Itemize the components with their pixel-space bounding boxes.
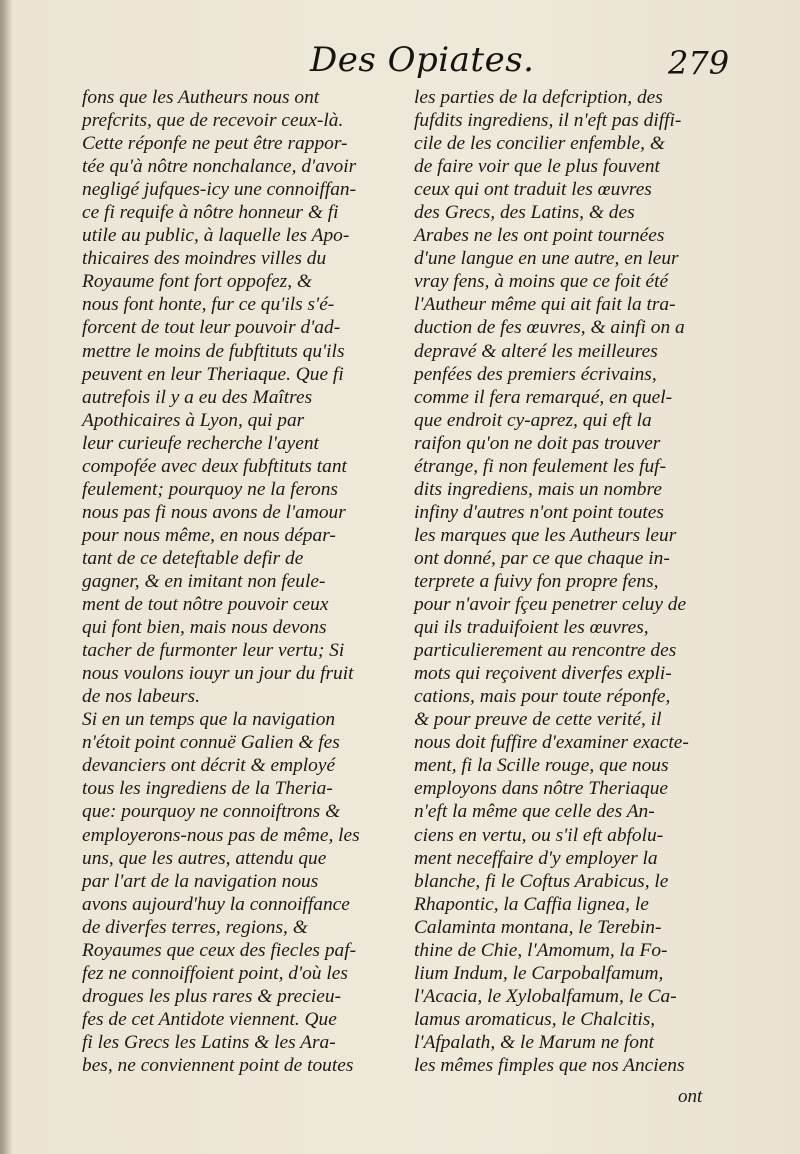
text-line: nous voulons iouyr un jour du fruit [82, 663, 354, 685]
text-line: fes de cet Antidote viennent. Que [82, 1008, 337, 1030]
text-line: Arabes ne les ont point tournées [414, 225, 665, 247]
running-title: Des Opiates. [310, 40, 535, 80]
text-line: depravé & alteré les meilleures [414, 340, 658, 362]
text-line: devanciers ont décrit & employé [82, 755, 336, 777]
text-line: particulierement au rencontre des [414, 640, 677, 662]
text-line: fufdits ingrediens, il n'eft pas diffi- [414, 110, 682, 132]
text-line: Cette réponfe ne peut être rappor- [82, 133, 348, 155]
text-line: qui font bien, mais nous devons [82, 617, 327, 639]
text-line: ment, fi la Scille rouge, que nous [414, 755, 669, 777]
text-line: gagner, & en imitant non feule- [82, 570, 326, 592]
text-line: thine de Chie, l'Amomum, la Fo- [414, 939, 668, 961]
text-line: negligé jufques-icy une connoiffan- [82, 179, 357, 201]
text-line: Royaumes que ceux des fiecles paf- [82, 939, 357, 961]
text-line: forcent de tout leur pouvoir d'ad- [82, 317, 341, 339]
text-line: de nos labeurs. [82, 686, 200, 708]
text-line: ment neceffaire d'y employer la [414, 847, 658, 869]
text-line: comme il fera remarqué, en quel- [414, 386, 673, 408]
text-line: les parties de la defcription, des [414, 87, 663, 108]
text-line: prefcrits, que de recevoir ceux-là. [82, 110, 344, 132]
text-line: drogues les plus rares & precieu- [82, 985, 342, 1007]
text-line: nous pas fi nous avons de l'amour [82, 501, 346, 523]
text-line: terprete a fuivy fon propre fens, [414, 570, 659, 592]
text-line: raifon qu'on ne doit pas trouver [414, 432, 661, 454]
text-line: autrefois il y a eu des Maîtres [82, 386, 313, 408]
text-line: compofée avec deux fubftituts tant [82, 455, 347, 477]
text-line: lium Indum, le Carpobalfamum, [414, 962, 664, 984]
page-number: 279 [668, 44, 730, 82]
text-line: nous font honte, fur ce qu'ils s'é- [82, 294, 335, 316]
text-line: n'étoit point connuë Galien & fes [82, 732, 340, 754]
text-line: Royaume font fort oppofez, & [82, 271, 312, 293]
text-line: leur curieufe recherche l'ayent [82, 432, 319, 454]
text-line: blanche, fi le Coftus Arabicus, le [414, 870, 669, 892]
text-line: duction de fes œuvres, & ainfi on a [414, 317, 685, 339]
text-line: de faire voir que le plus fouvent [414, 156, 660, 178]
text-line: Rhapontic, la Caffia lignea, le [414, 893, 649, 915]
text-line: thicaires des moindres villes du [82, 248, 327, 270]
text-line: ce fi requife à nôtre honneur & fi [82, 202, 339, 224]
text-line: fi les Grecs les Latins & les Ara- [82, 1031, 336, 1053]
text-line: qui ils traduifoient les œuvres, [414, 617, 649, 639]
text-line: les mêmes fimples que nos Anciens [414, 1054, 685, 1076]
text-line: des Grecs, des Latins, & des [414, 202, 635, 224]
text-line: que: pourquoy ne connoiftrons & [82, 801, 341, 823]
text-line: l'Afpalath, & le Marum ne font [414, 1031, 655, 1053]
text-line: étrange, fi non feulement les fuf- [414, 455, 667, 477]
text-line: nous doit fuffire d'examiner exacte- [414, 732, 689, 754]
text-line: pour nous même, en nous dépar- [82, 524, 336, 546]
text-line: ciens en vertu, ou s'il eft abfolu- [414, 824, 664, 846]
page-gutter-shadow [0, 0, 12, 1154]
catchword: ont [678, 1086, 703, 1107]
text-line: l'Autheur même qui ait fait la tra- [414, 294, 676, 316]
text-line: employerons-nous pas de même, les [82, 824, 360, 846]
text-line: n'eft la même que celle des An- [414, 801, 655, 823]
text-line: que endroit cy-aprez, qui eft la [414, 409, 652, 431]
text-line: les marques que les Autheurs leur [414, 524, 677, 546]
text-line: tée qu'à nôtre nonchalance, d'avoir [82, 156, 357, 178]
text-line: mots qui reçoivent diverfes expli- [414, 663, 672, 685]
text-line: ment de tout nôtre pouvoir ceux [82, 594, 329, 616]
text-line: infiny d'autres n'ont point toutes [414, 501, 664, 523]
text-line: mettre le moins de fubftituts qu'ils [82, 340, 345, 362]
text-line: de diverfes terres, regions, & [82, 916, 308, 938]
text-line: bes, ne conviennent point de toutes [82, 1054, 354, 1076]
text-line: employons dans nôtre Theriaque [414, 778, 669, 800]
text-line: & pour preuve de cette verité, il [414, 709, 662, 731]
text-line: pour n'avoir fçeu penetrer celuy de [414, 594, 687, 616]
text-line: feulement; pourquoy ne la ferons [82, 478, 338, 500]
text-line: cile de les concilier enfemble, & [414, 133, 665, 155]
text-line: Apothicaires à Lyon, qui par [82, 409, 305, 431]
text-line: fons que les Autheurs nous ont [82, 87, 320, 108]
text-line: peuvent en leur Theriaque. Que fi [82, 363, 344, 385]
right-text-column [414, 86, 712, 1077]
text-line: Calaminta montana, le Terebin- [414, 916, 662, 938]
text-line: l'Acacia, le Xylobalfamum, le Ca- [414, 985, 677, 1007]
text-line: ont donné, par ce que chaque in- [414, 547, 670, 569]
text-line: vray fens, à moins que ce foit été [414, 271, 669, 293]
left-text-column [82, 86, 380, 1077]
text-line: penfées des premiers écrivains, [414, 363, 657, 385]
text-line: uns, que les autres, attendu que [82, 847, 327, 869]
text-line: tant de ce deteftable defir de [82, 547, 304, 569]
text-line: fez ne connoiffoient point, d'où les [82, 962, 348, 984]
text-line: d'une langue en une autre, en leur [414, 248, 679, 270]
text-line: lamus aromaticus, le Chalcitis, [414, 1008, 656, 1030]
text-line: cations, mais pour toute réponfe, [414, 686, 671, 708]
text-line: ceux qui ont traduit les œuvres [414, 179, 652, 201]
text-line: Si en un temps que la navigation [82, 709, 336, 731]
text-line: par l'art de la navigation nous [82, 870, 319, 892]
text-line: tous les ingrediens de la Theria- [82, 778, 333, 800]
text-line: tacher de furmonter leur vertu; Si [82, 640, 345, 662]
text-line: utile au public, à laquelle les Apo- [82, 225, 350, 247]
text-line: avons aujourd'huy la connoiffance [82, 893, 350, 915]
text-line: dits ingrediens, mais un nombre [414, 478, 662, 500]
